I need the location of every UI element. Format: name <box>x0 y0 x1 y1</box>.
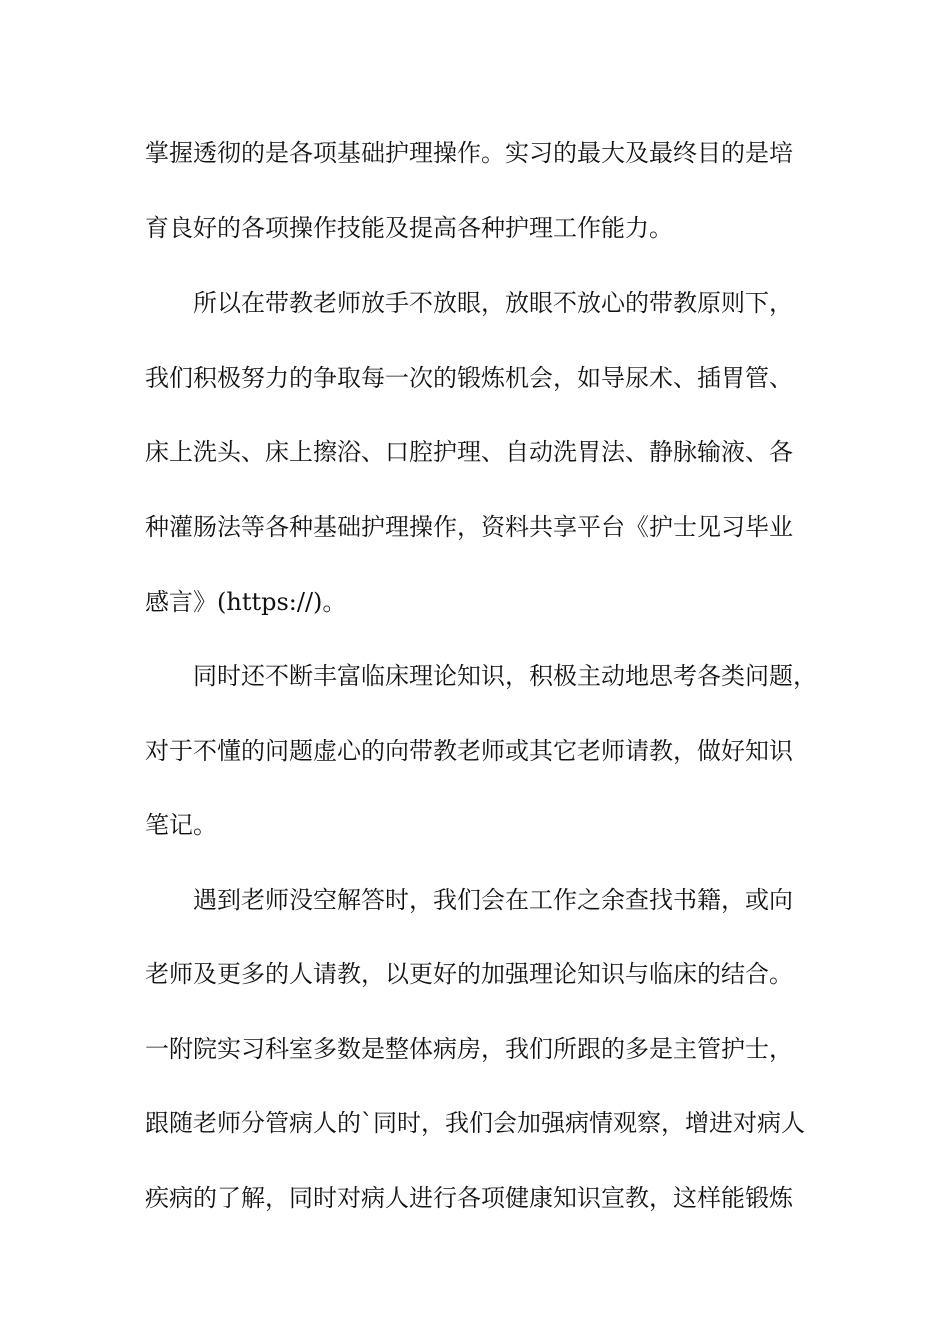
text-line: 床上洗头、床上擦浴、口腔护理、自动洗胃法、静脉输液、各 <box>145 438 793 466</box>
text-line: 感言》(https://)。 <box>145 588 347 616</box>
paragraph-start-line: 所以在带教老师放手不放眼，放眼不放心的带教原则下， <box>193 289 793 317</box>
text-line: 笔记。 <box>145 811 217 839</box>
text-line: 一附院实习科室多数是整体病房，我们所跟的多是主管护士， <box>145 1035 793 1063</box>
text-line: 育良好的各项操作技能及提高各种护理工作能力。 <box>145 214 673 242</box>
paragraph-start-line: 同时还不断丰富临床理论知识，积极主动地思考各类问题， <box>193 662 817 690</box>
text-line: 我们积极努力的争取每一次的锻炼机会，如导尿术、插胃管、 <box>145 364 793 392</box>
text-line: 掌握透彻的是各项基础护理操作。实习的最大及最终目的是培 <box>145 139 793 167</box>
text-line: 对于不懂的问题虚心的向带教老师或其它老师请教，做好知识 <box>145 737 793 765</box>
paragraph-start-line: 遇到老师没空解答时，我们会在工作之余查找书籍，或向 <box>193 886 793 914</box>
text-line: 跟随老师分管病人的`同时，我们会加强病情观察，增进对病人 <box>145 1109 805 1137</box>
text-line: 老师及更多的人请教，以更好的加强理论知识与临床的结合。 <box>145 960 793 988</box>
text-line: 种灌肠法等各种基础护理操作，资料共享平台《护士见习毕业 <box>145 513 793 541</box>
text-line: 疾病的了解，同时对病人进行各项健康知识宣教，这样能锻炼 <box>145 1184 793 1212</box>
